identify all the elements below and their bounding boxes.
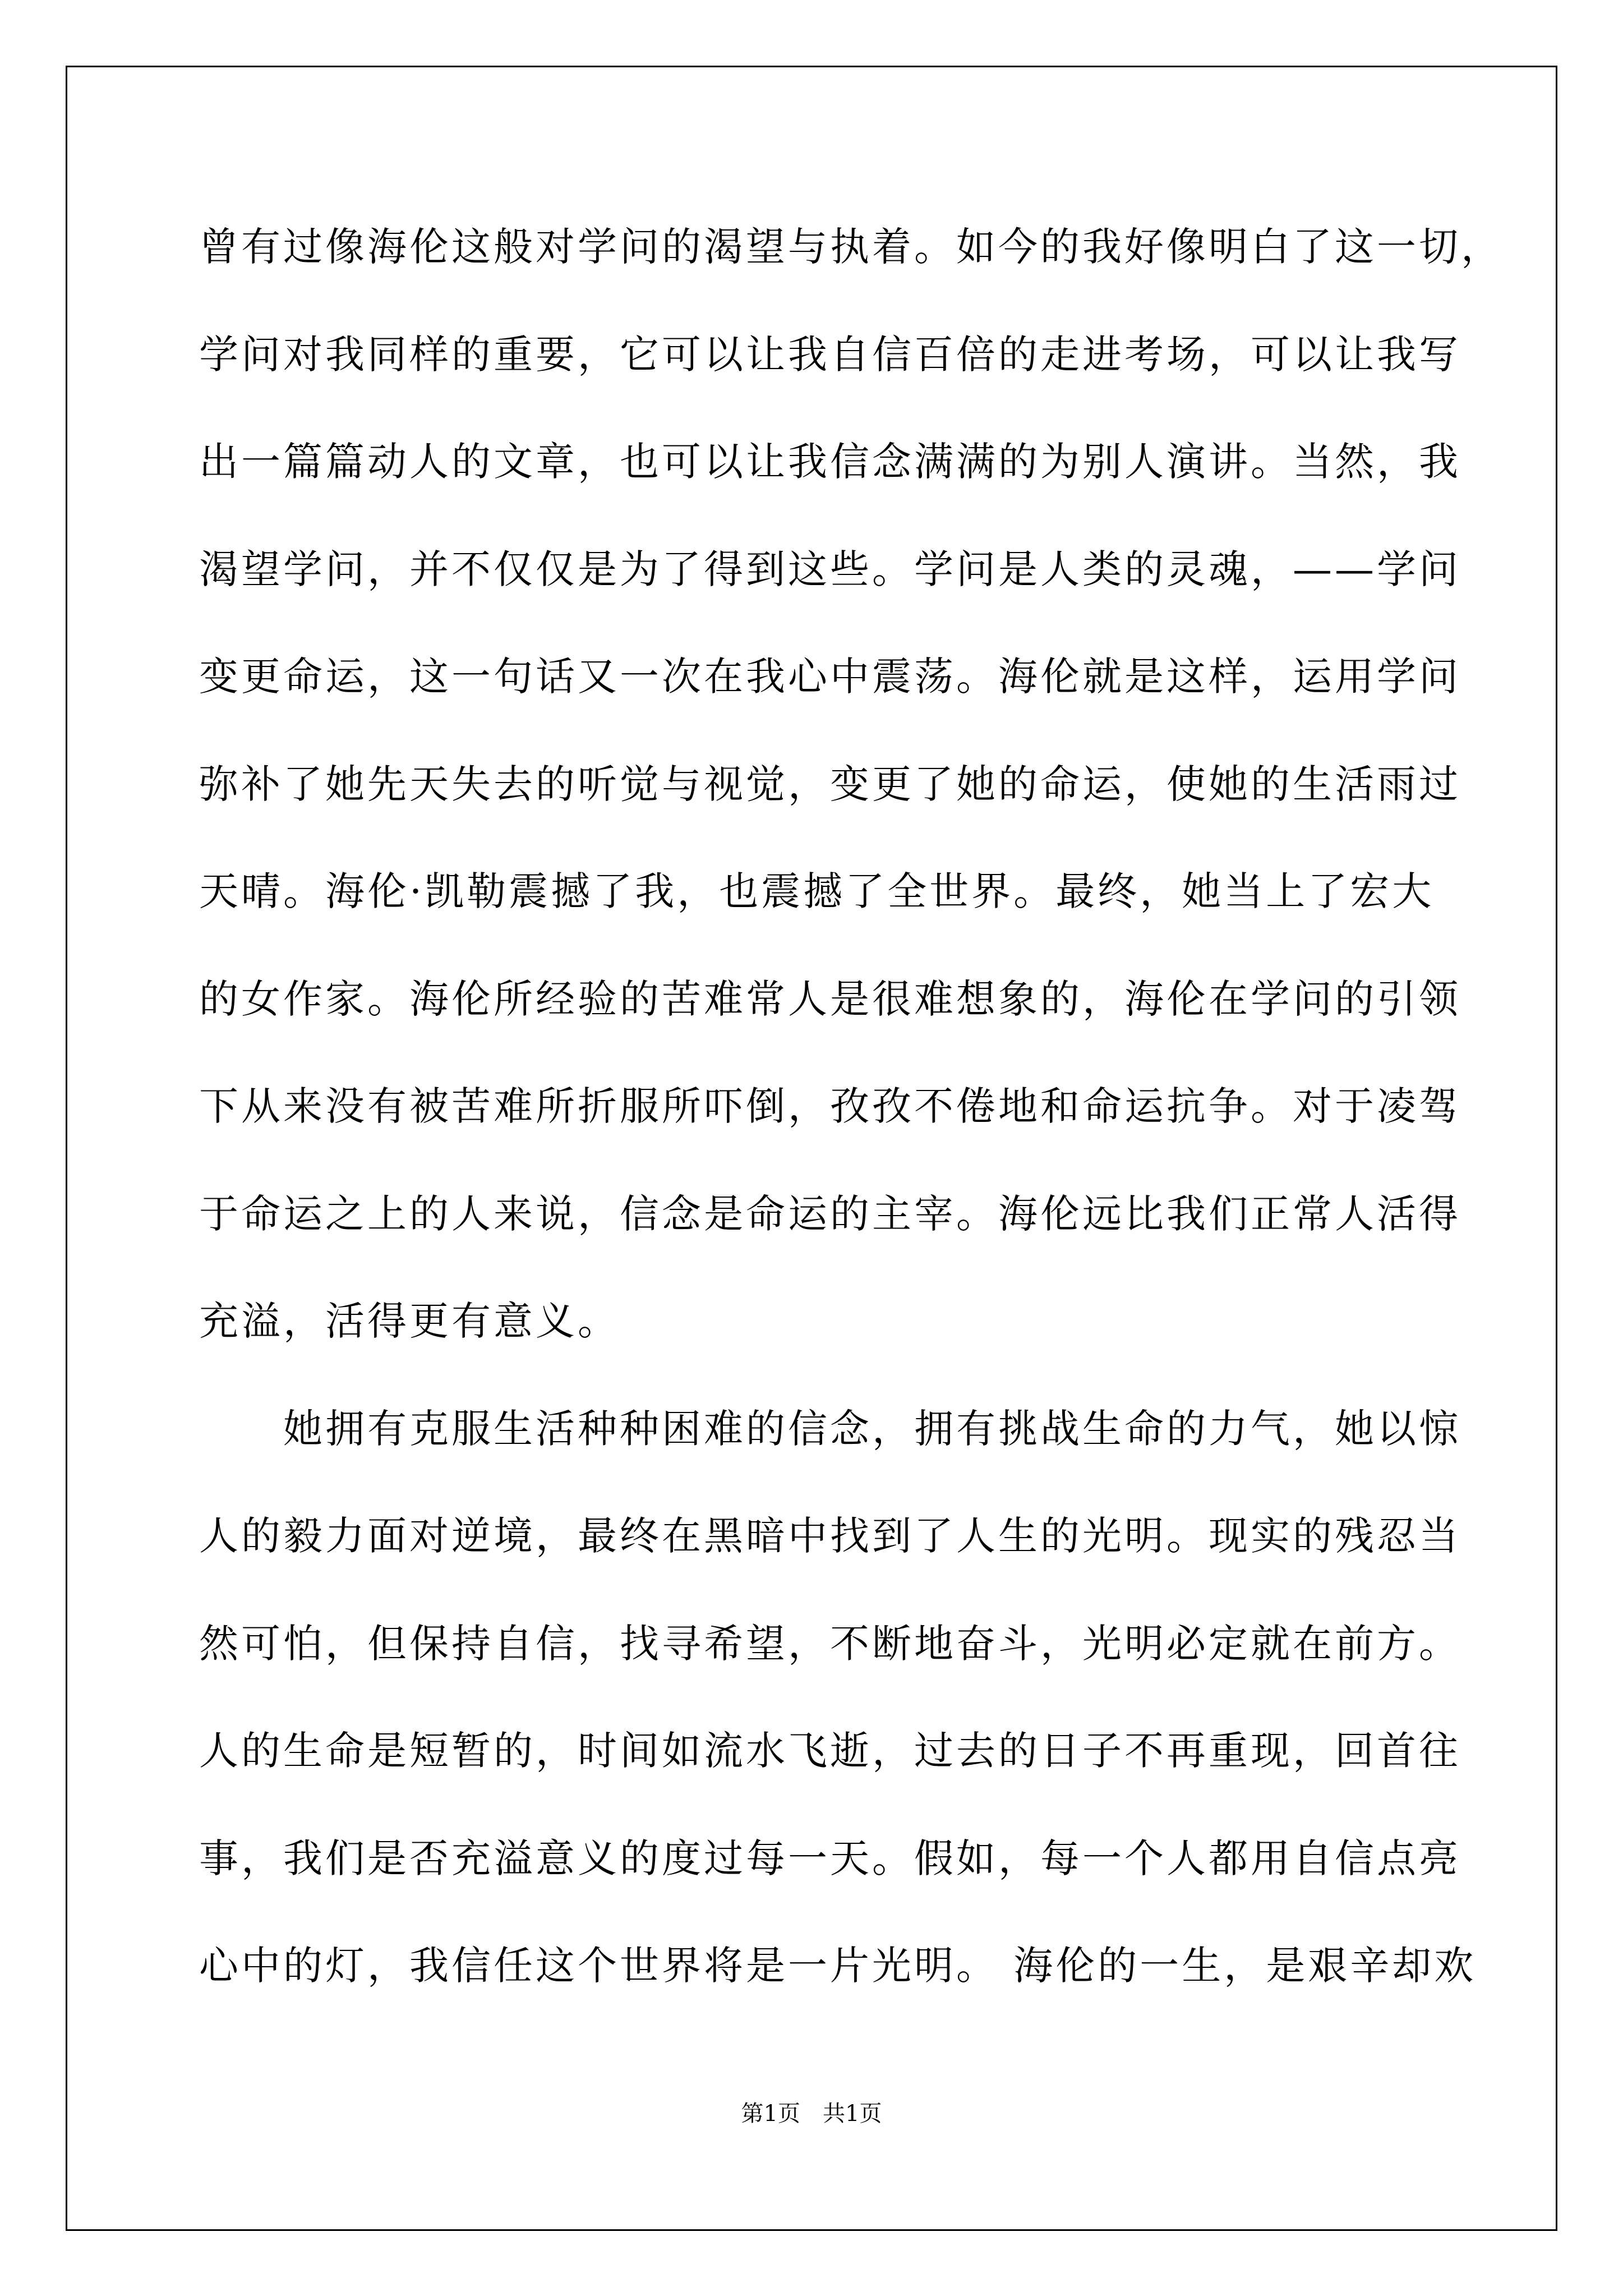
text-line: 学问对我同样的重要，它可以让我自信百倍的走进考场，可以让我写 [199, 331, 1461, 378]
text-line: 人的生命是短暂的，时间如流水飞逝，过去的日子不再重现，回首往 [199, 1728, 1461, 1774]
document-body [199, 205, 1503, 2031]
text-line: 下从来没有被苦难所折服所吓倒，孜孜不倦地和命运抗争。对于凌驾 [199, 1083, 1461, 1129]
text-line: 天晴。海伦·凯勒震撼了我，也震撼了全世界。最终，她当上了宏大 [199, 868, 1435, 914]
text-line: 人的毅力面对逆境，最终在黑暗中找到了人生的光明。现实的残忍当 [199, 1513, 1461, 1559]
paragraph-2 [199, 1387, 1477, 2031]
paragraph-1 [199, 205, 1503, 1387]
text-line: 她拥有克服生活种种困难的信念，拥有挑战生命的力气，她以惊 [283, 1405, 1461, 1452]
text-line: 渴望学问，并不仅仅是为了得到这些。学问是人类的灵魂，——学问 [199, 546, 1461, 592]
text-line: 事，我们是否充溢意义的度过每一天。假如，每一个人都用自信点亮 [199, 1835, 1461, 1881]
text-line: 充溢，活得更有意义。 [199, 1298, 620, 1344]
page-footer [0, 2096, 1623, 2128]
text-line: 然可怕，但保持自信，找寻希望，不断地奋斗，光明必定就在前方。 [199, 1620, 1461, 1667]
text-line: 变更命运，这一句话又一次在我心中震荡。海伦就是这样，运用学问 [199, 654, 1461, 700]
text-line: 弥补了她先天失去的听觉与视觉，变更了她的命运，使她的生活雨过 [199, 761, 1461, 807]
text-line: 曾有过像海伦这般对学问的渴望与执着。如今的我好像明白了这一切， [199, 224, 1503, 270]
text-line: 心中的灯，我信任这个世界将是一片光明。 海伦的一生，是艰辛却欢 [199, 1943, 1477, 1989]
text-line: 出一篇篇动人的文章，也可以让我信念满满的为别人演讲。当然，我 [199, 439, 1461, 485]
text-line: 的女作家。海伦所经验的苦难常人是很难想象的，海伦在学问的引领 [199, 976, 1461, 1022]
text-line: 于命运之上的人来说，信念是命运的主宰。海伦远比我们正常人活得 [199, 1190, 1461, 1237]
page-number-label: 第1页 共1页 [741, 2101, 882, 2127]
